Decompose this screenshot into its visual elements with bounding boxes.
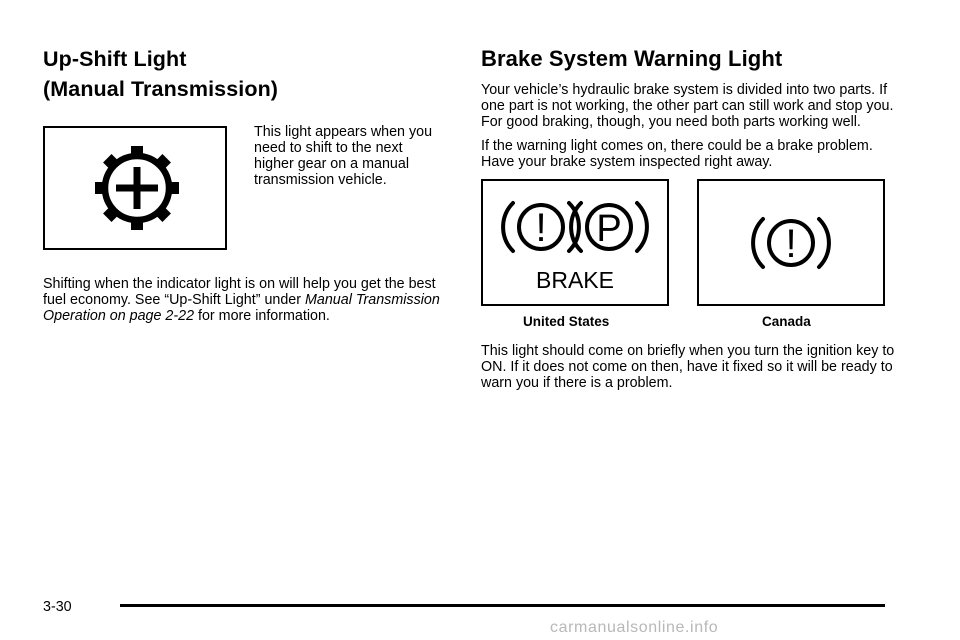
caption-canada: Canada	[762, 314, 811, 329]
upshift-lamp-row	[43, 126, 443, 254]
brake-word-label: BRAKE	[536, 267, 614, 293]
upshift-section	[43, 44, 443, 324]
brake-title: Brake System Warning Light	[481, 46, 783, 71]
page-number: 3-30	[43, 599, 72, 615]
manual-transmission-reference: Manual Transmission Operation on page 2-22	[43, 292, 440, 324]
brake-warning-canada-icon	[699, 181, 883, 304]
us-parking-glyph: P	[596, 208, 622, 250]
brake-paragraph-2: If the warning light comes on, there could be a brake problem. Have your brake system inspected right away.	[481, 138, 873, 170]
brake-lamp-canada-frame	[697, 179, 885, 306]
gear-plus-icon	[45, 128, 225, 248]
upshift-lamp-description: This light appears when you need to shift to the next higher gear on a manual transmission vehicle.	[254, 124, 433, 188]
upshift-title-line2: (Manual Transmission)	[43, 77, 279, 101]
brake-lamp-us-frame	[481, 179, 669, 306]
brake-paragraph-3: This light should come on briefly when you turn the ignition key to ON. If it does not come on then, have it fixed so it will be ready to warn you if there is a problem.	[481, 343, 895, 391]
us-exclamation-glyph: !	[535, 206, 547, 250]
footer-rule	[120, 604, 885, 607]
upshift-paragraph-start: Shifting when the indicator light is on will help you get the best fuel economy. See “Up-Shift Light” under	[43, 276, 436, 308]
caption-united-states: United States	[523, 314, 610, 329]
canada-exclamation-glyph: !	[785, 222, 797, 266]
upshift-title	[43, 44, 443, 104]
brake-warning-us-icon	[483, 181, 667, 304]
brake-figures	[481, 179, 901, 329]
upshift-lamp-frame	[43, 126, 227, 250]
upshift-title-line1: Up-Shift Light	[43, 47, 187, 71]
site-watermark: carmanualsonline.info	[550, 619, 719, 636]
brake-section	[481, 44, 901, 391]
brake-paragraph-1: Your vehicle’s hydraulic brake system is divided into two parts. If one part is not working, the other part can still work and stop you. For good braking, though, you need both parts working well.	[481, 82, 894, 130]
upshift-paragraph	[43, 276, 443, 324]
upshift-paragraph-end: for more information.	[194, 308, 330, 324]
